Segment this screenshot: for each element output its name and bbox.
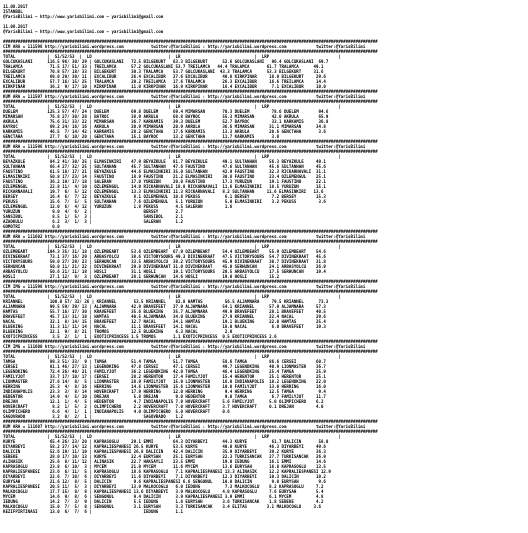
race-row: KARKAMIS 46.5 7/ 14/ 42 | KARKAMIS 28.2 GENCTAHA 17.6 KARKAMIS 13.3 AKRULA 20.6 GENCTAHA 3.6 [3, 129, 326, 134]
race-column-header: TOTAL | S1/S2/S3 | LD | LR | LRP | [3, 244, 341, 249]
race-row: GOLCUKASLANI 116.5 96/ 30/ 29 | GOLCUKASLANI 72.5 BILGEKURT 63.3 BILGEKURT 52.6 GOLCUKASLANI 96.4 GOLCUKASLANI 69.7 [3, 59, 329, 64]
race-list [3, 39, 525, 514]
race-row: BAYROC 69.2 24/ 16/ 16 | AKRULA 20.9 MIMARSAN 20.9 AKRULA 36.6 MIMARSAN 31.1 MIMARSAN 34.8 [3, 124, 326, 129]
race-row: KAPRALIESPANESI 23.6 6/ 11/ 5 | KAPRASOGLU 18.6 KAPRASOGLU 7.1 KAPRALIESPANESI 13.3 ALINASIK 12.2 KAPRALIESPANESI 12.9 [3, 469, 331, 474]
race-row: BILGEKURT 70.8 57/ 18/ 33 | BILGEKURT 30.3 TRALAMCA 53.7 GOLCUKASLANI 43.3 TRALAMCA 53.3 BILGEKURT 31.6 [3, 69, 324, 74]
race-row: DALICIN 52.6 19/ 11/ 10 | KAPRALIESPANESI 26.8 DALICIN 42.4 DALICIN 35.9 DIYARBEYI 39.2 KURYE 36.3 [3, 449, 326, 454]
race-row: NACAL 32.1 8/ 14/ 15 | BRAVEFEET 12.7 NACAL 34.1 HAMTAS 19.1 BLUEKING 22.0 HAMTAS 25.4 [3, 319, 326, 324]
race-row: DUELEM 125.3 57/ 47/ 24 | DUELEM 69.8 DUELEM 69.4 MIMARSAN 70.3 DUELEM 78.6 DUELEM 94.6 [3, 109, 329, 114]
race-section [3, 229, 525, 279]
race-row: BLUEKING 31.3 11/ 11/ 14 | NACAL 11.1 BRAVEFEET 14.1 NACAL 18.0 NACAL 6.0 BRAVEFEET 19.3 [3, 324, 326, 329]
race-row: BLUEKING 22.1 9/ 8/ 21 | TROMOS 12.5 BLUEKING 6.3 NACAL 2.0 [3, 329, 233, 334]
race-row: OLIMPICHERO 6.6 4/ 1/ 1 | INDIANAPOLIS 4.0 OLIMPICHERO 5.0 HOVERCRAFT 0.6 [3, 409, 230, 414]
race-row: DIYARBEYI 22.6 7/ 10/ 6 | DIYARBEYI 11.6 DIYARBEYI 7.1 DIYARBEYI 12.3 DIYARBEYI 10.3 DALICIN 10.2 [3, 474, 326, 479]
race-row: YURUZUN 9.0 4/ 6/ 2 | BERSEY 2.7 [3, 209, 183, 214]
race-row: KAPRASOGLU 23.8 6/ 10/ 3 | MYCEM 21.0 MYCEM 11.6 MYCEM 13.6 EURYSAH 16.8 KAPRASOGLU 13.5 [3, 464, 326, 469]
race-row: GENCTAHA 27.7 6/ 10/ 20 | GENCTAHA 15.1 BAYROC 13.2 GENCTAHA 11.7 KARKAMIS 3.0 [3, 134, 280, 139]
race-section [3, 339, 525, 419]
race-row: LEGENDKING 72.4 26/ 40/ 21 | FAMILYJOT 36.2 LEGENDKING 42.0 TAMGA 46.4 LEGENDKING 25.4 TAMGA 25.9 [3, 369, 326, 374]
race-section [3, 39, 525, 89]
race-section [3, 279, 525, 339]
race-row: MIMARSAN 76.8 27/ 30/ 28 | BATROC 38.9 AKRULA 68.8 BAYROC 55.3 MIMARSAN 42.0 AKRULA 65.9 [3, 114, 329, 119]
race-row: OZLEMBEART 104.3 35/ 31/ 18 | OZLEMBEART 53.6 OZLEMBEART 67.9 OZLEMBEART 54.4 OZLEMBEART 55.9 OZLEMBEART 54.6 [3, 249, 326, 254]
race-title: CIM IMG = 111598 http://yarisbilimi.wordpress.com twitter:@YarisBilimi : http://yarisbilimi.wordpress.com twitter:@YarisBilimi [3, 284, 366, 289]
race-title: KUM ARA = 111602 http://yarisbilimi.wordpress.com twitter:@YarisBilimi : http://yarisbilimi.wordpress.com twitter:@YarisBilimi [3, 234, 366, 239]
race-row: MALKOCOGLU 17.7 15/ 8/ 8 | KAPRALIESPANESI 13.6 DIYARBEYI 3.9 MALKOCOGLU 4.0 KAPRASOGLU 7.6 EURYSAH 5.4 [3, 489, 324, 494]
rule-line: ######################################################################################################################################################## [3, 89, 378, 94]
subheader-date: 11.08.2017 [3, 24, 28, 29]
race-row: RICKARNAVALI 19.7 6/ 5/ 12 | OZLEMENGUL 13.3 ELMASINKIRI 11.3 RICKARNAVALI 8.2 SULTANHAN 11.6 ELMASINKIRI 13.6 [3, 189, 324, 194]
race-row: TRALAMCA 71.5 17/ 51/ 33 | TREILAMCA 57.2 GOLCUKASLANI 53.7 TREILAMCA 44.4 TRALAMCA 61.7 TRALAMCA 49.1 [3, 64, 324, 69]
race-column-header: TOTAL | S1/S2/S3 | LD | LR | LRP | [3, 434, 341, 439]
race-row: EXOTICPRINCESS 3.5 2/ 1/ 1 | EXOTICPRINCESS 1.5 TROMOS 1.1 EXOTICPRINCESS 0.5 EXOTICPRINCESS 2.6 [3, 334, 277, 339]
rule-line: ######################################################################################################################################################## [3, 289, 378, 294]
race-row: HERRING 25.3 4/ 8/ 16 | HERRING 14.6 LIONMASTER 15.6 LIONMASTER 10.0 FAMILYJOT 13.0 HERRING 16.0 [3, 384, 326, 389]
rule-line: ######################################################################################################################################################## [3, 229, 378, 234]
rule-line: ######################################################################################################################################################## [3, 419, 378, 424]
race-row: TAMGA 89.3 51/ 33/ 9 | TAMGA 51.4 TAMGA 51.7 TAMGA 58.6 TAMGA 86.6 CERSEI 60.7 [3, 359, 326, 364]
race-row: KURYE 65.4 26/ 23/ 20 | KAPRASOGLU 29.1 EMMI 64.3 DIYARBEYI 44.3 KURYE 61.7 DALICIN 58.0 [3, 439, 329, 444]
race-row: DIYARBEYI 58.2 27/ 14/ 12 | KAPRALIESPANESI 26.5 KURYE 53.5 KURYE 40.0 KURYE 46.3 DIYARBEYI 49.6 [3, 444, 326, 449]
race-row: MALKOCOGLU 15.0 7/ 5/ 8 | SENGONUL 3.1 EURYSAH 3.3 TURKISANCAK 3.4 ELITAS 3.1 MALKOCOGLU 3.6 [3, 504, 321, 509]
rule-line: ######################################################################################################################################################## [3, 429, 378, 434]
race-row: ARBASYOLCU 50.6 21/ 11/ 18 | HOSLI 31.1 HOSLI 19.1 VICTORYSOURS 20.5 ARBASYOLCU 17.5 SERHUNCAN 19.4 [3, 269, 326, 274]
race-column-header: TOTAL | S1/S2/S3 | LD | LR | LRP | [3, 154, 341, 159]
race-title: KUM ARA = 111607 http://yarisbilimi.wordpress.com twitter:@YarisBilimi : http://yarisbilimi.wordpress.com twitter:@YarisBilimi [3, 424, 366, 429]
race-row: ALJAMNARA 99.5 59/ 39/ 13 | ALJAMNARA 42.9 BRAVEFEET 37.9 ALJAMNARA 54.1 KRIANNEL 57.9 ALJAMNARA 57.3 [3, 304, 326, 309]
race-row: BERSEY 16.4 6/ 7/ 12 | BEYAZKULE 8.1 OZLEMENGUL 10.8 PEKUSS 6.1 BERSEY 7.2 BERSEY 15.3 [3, 194, 326, 199]
race-row: FAMILYJOT 33.7 17/ 10/ 17 | CERSEI 28.2 HERENTOR 17.4 FAMILYJOT 15.4 HERENTOR 25.1 HERENTOR 25.1 [3, 374, 326, 379]
race-row: SANSIBOL 8.5 1/ 5/ 3 | SANSIBOL 2.1 [3, 214, 183, 219]
subheader-contact: @YarisBilimi — http://www.yarisbilimi.com — yarisbilimi@gmail.com [3, 29, 164, 34]
race-section [3, 139, 525, 229]
race-row: FAUSTINO 36.2 19/ 17/ 18 | SALERAN 17.0 YURUZUN 20.0 FAUSTINO 17.3 YURUZUN 19.1 FAUSTINO 22.1 [3, 179, 326, 184]
header-date: 11.08.2017 [3, 4, 28, 9]
race-title: KUM ARA = 111596 http://yarisbilimi.wordpress.com twitter:@YarisBilimi : http://yarisbilimi.wordpress.com twitter:@YarisBilimi [3, 144, 366, 149]
race-row: CERSEI 81.1 46/ 27/ 13 | LEGENDKING 47.8 CERSEI 47.1 CERSEI 49.7 LEGENDKING 40.9 LIONMASTER 36.7 [3, 364, 326, 369]
race-title: KUM ARA = 111597 http://yarisbilimi.wordpress.com twitter:@YarisBilimi : http://yarisbilimi.wordpress.com twitter:@YarisBilimi [3, 94, 366, 99]
race-section [3, 419, 525, 514]
race-row: KRIANNEL 100.0 57/ 32/ 26 | KRIANNEL 53.5 KRIANNEL 82.8 HAMTAS 56.5 ALJAMNARA 79.5 KRIANNEL 73.3 [3, 299, 329, 304]
race-row: MYCEM 14.6 9/ 8/ 6 | SENGONUL 9.4 DALICIN 3.9 KAPRALIESPANESI 3.9 EMMI 6.1 MYCEM 4.8 [3, 494, 324, 499]
race-row: FAUSTINO 61.5 18/ 17/ 21 | BEYAZKULE 44.6 ELMASINKIRI 35.0 SULTANHAN 42.9 FAUSTINO 32.3 RICKARNAVALI 31.1 [3, 169, 326, 174]
rule-line: ######################################################################################################################################################## [3, 149, 378, 154]
rule-line: ######################################################################################################################################################## [3, 39, 378, 44]
header-city: ISTANBUL [3, 9, 23, 14]
race-row: INDIANAPOLIS 23.3 3/ 8/ 14 | HOVERCRAFT 17.9 HERRING 12.0 HERRING 9.4 HERRING 12.5 TAMGA 9.4 [3, 389, 326, 394]
race-column-header: TOTAL | S1/S2/S3 | LD | LR | LRP | [3, 354, 341, 359]
race-row: GOMOTRI 0.0 [3, 224, 60, 229]
race-row: AKRULA 75.6 31/ 33/ 22 | MIMARSAN 36.7 KARKAMIS 39.3 DUELEM 52.7 BAYROC 33.1 KARKAMIS 36.8 [3, 119, 329, 124]
race-row: SEBEKE 28.0 17/ 10/ 13 | KURYE 22.4 EURYSAH 25.1 EURYSAH 22.3 TURKISANCAK 27.7 TURKISANCAK 26.9 [3, 454, 326, 459]
race-row: HAMTAS 55.7 16/ 17/ 30 | KRAVEFEET 35.6 BLUEKING 35.7 ALJAMNARA 49.9 BRAVEFEET 28.1 BRAVEFEET 40.5 [3, 309, 326, 314]
race-column-header: TOTAL | S1/S2/S3 | LD | LR | LRP | [3, 54, 341, 59]
rule-line: ######################################################################################################################################################## [3, 279, 378, 284]
race-row: BEYAZKULE 84.2 41/ 30/ 25 | ELMASINKIRI 47.9 BEYAZKULE 81.7 BEYAZKULE 49.1 SULTANHAN 56.3 BEYAZKULE 49.1 [3, 159, 326, 164]
race-row: BRAVEFEET 45.7 13/ 31/ 18 | HAMTAS 40.5 ALJAMNARA 34.0 BLUEKING 27.9 KRIANNEL 22.4 NACAL 29.6 [3, 314, 326, 319]
race-row: EURYSAH 21.6 12/ 8/ 5 | DALICIN 9.6 KAPRALIESPANESI 6.6 SENGONUL 10.0 DALICIN 9.0 EURYSAH 9.6 [3, 479, 326, 484]
race-row: DREJAN 12.1 1/ 4/ 5 | HEDENTOR 4.7 INDIANAPOLIS 7.9 HOVERCRAFT 5.6 FAMILYJOT 5.0 OLIMPICHERO 6.2 [3, 399, 324, 404]
race-row: VICTORYSOURS 59.0 27/ 29/ 23 | SERHUNCAN 33.5 ARBASYOLCU 38.2 VICTORYSOURS 45.9 DIVINEKRAAT 30.7 DIVINEKRAAT 31.8 [3, 259, 326, 264]
race-row: SERHUNCAN 50.0 11/ 21/ 22 | DIVINEKRAAT 29.8 DIVINEKRAAT 31.0 DIVINEKRAAT 45.0 SERHUNCAN 24.1 ARBASYOLCU 26.9 [3, 264, 326, 269]
race-row: DIVINEKRAAT 73.1 37/ 16/ 29 | ARBASYOLCU 38.6 VICTORYSOURS 49.3 DIVINEKRAAT 47.5 VICTORYSOURS 54.7 DIVINEKRAAT 45.6 [3, 254, 326, 259]
rule-line: ######################################################################################################################################################## [3, 239, 378, 244]
race-row: KEZIFPIRTINASI 13.0 6/ 7/ 6 | IEDUNG 1.1 [3, 509, 183, 514]
race-row: TREILAMCA 69.0 29/ 30/ 11 | EXCALIBUR 26.4 EXCALIBUR 27.6 EXCALIBUR 40.8 KIRKPINAR 18.0 BILGEKURT 29.6 [3, 74, 326, 79]
race-row: LIONMASTER 27.6 14/ 8/ 5 | LIONMASTER 28.9 FAMILYJOT 15.9 LIONMASTER 16.0 INDIANAPOLIS 18.2 LEGENDKING 22.0 [3, 379, 326, 384]
race-title: CIM IMG = 111600 http://yarisbilimi.wordpress.com twitter:@YarisBilimi : http://yarisbilimi.wordpress.com twitter:@YarisBilimi [3, 344, 366, 349]
race-row: HOSLI 27.1 12/ 8/ 3 | OZLEMBEART 28.1 SERHUNCAN 14.6 HOSLI 19.0 HOSLI 15.2 [3, 274, 280, 279]
race-row: SAGOVRADO 3.2 0/ 2/ 1 | SAGOVRADO 1.2 [3, 414, 183, 419]
race-row: OZLEMENGUL 22.8 11/ 4/ 10 | OZLEMENGUL 14.0 RICKARNAVALI 18.8 RICKARNAVALI 11.6 ELMASINKIRI 18.5 YURUZUN 15.1 [3, 184, 326, 189]
race-row: HEDENTOR 14.9 4/ 5/ 10 | DREJAN 5.8 DREJAN 9.0 HEDENTOR 9.0 TAMGA 6.7 FAMILYJOT 11.7 [3, 394, 326, 399]
race-row: ALINASIK 25.6 8/ 11/ 12 | ALINASIK 22.7 HAKSAYLI 23.5 EMMI 19.0 IEDUNG 16.1 EMMI 14.6 [3, 459, 326, 464]
race-row: KAPRALIESPANESI 20.5 11/ 5/ 3 | DIYARBEYI 13.9 MALKOCOGLU 6.0 IEDUNG 7.3 MALKOCOGLU 8.2 KAPRASOGLU 7.2 [3, 484, 324, 489]
race-row: EXCALIBUR 57.7 16/ 15/ 25 | TRALAMCA 20.2 TREILAMCA 17.6 TRALAMCA 26.3 EXCALIBUR 16.6 TREILAMCA 14.4 [3, 79, 326, 84]
race-row: SULTANHAN 66.4 27/ 32/ 25 | SULTANHAN 45.7 SULTANHAN 47.6 FAUSTINO 47.6 SULTANHAN 45.6 SULTANHAN 45.6 [3, 164, 326, 169]
rule-line: ######################################################################################################################################################## [3, 139, 378, 144]
rule-line: ######################################################################################################################################################## [3, 49, 378, 54]
race-row: IEDUNG 14.2 7/ 3/ 9 | DALICIN 5.5 IEDUNG 1.6 EURYSAH 3.6 TURKISANCAK 1.8 SEBEKE 4.2 [3, 499, 324, 504]
rule-line: ######################################################################################################################################################## [3, 339, 378, 344]
rule-line: ######################################################################################################################################################## [3, 99, 378, 104]
race-title: CIM ARA = 111598 http://yarisbilimi.wordpress.com twitter:@YarisBilimi : http://yarisbilimi.wordpress.com twitter:@YarisBilimi [3, 44, 366, 49]
race-section [3, 89, 525, 139]
rule-line: ######################################################################################################################################################## [3, 349, 378, 354]
race-row: AZADKULU 6.2 3/ 1/ 3 | SALERAN 1.2 [3, 219, 183, 224]
race-row: KIRKPINAR 36.2 9/ 17/ 10 | KIRKPINAR 11.0 KIRKPINAR 16.9 KIRKPINAR 16.4 EXCALIBUR 7.1 EXCALIBUR 10.0 [3, 84, 326, 89]
race-row: ELMASINKIRI 50.8 17/ 23/ 14 | FAUSTINO 18.9 FAUSTINO 21.2 ELMASINKIRI 30.8 FAUSTINO 23.4 OZLEMENGUL 25.1 [3, 174, 326, 179]
race-row: HOVERCRAFT 8.2 1/ 5/ 2 | OLIMPICHERO 2.2 HOVERCRAFT 7.0 HOVERCRAFT 3.7 HOVERCRAFT 0.1 DREJAN 4.0 [3, 404, 324, 409]
race-row: OZLEMENGUL 12.0 6/ 4/ 12 | YURUZUN 1.8 PEKUSS 4.5 SALERAN 1.6 [3, 204, 233, 209]
race-row: PEKUSS 15.6 7/ 5/ 5 | SULTANHAN 7.6 OZLEMENGUL 5.1 YURUZUN 5.0 ELMASINKIRI 3.2 PEKUSS 3.6 [3, 199, 326, 204]
race-column-header: TOTAL | S1/S2/S3 | LD | LR | LRP | [3, 104, 341, 109]
race-column-header: TOTAL | S1/S2/S3 | LD | LR | LRP | [3, 294, 341, 299]
header-contact: @YarisBilimi — http://www.yarisbilimi.com — yarisbilimi@gmail.com [3, 14, 164, 19]
